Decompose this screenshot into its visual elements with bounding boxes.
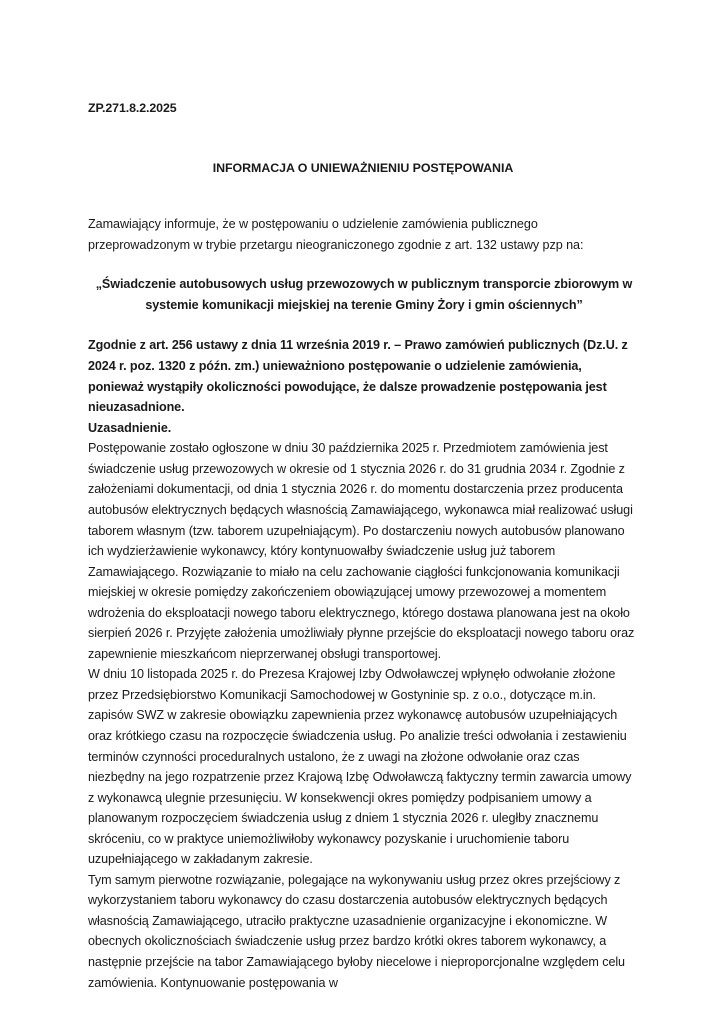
intro-paragraph: Zamawiający informuje, że w postępowaniu o udzielenie zamówienia publicznego przeprowadzonym w trybie przetargu nieograniczonego zgodnie z art. 132 ustawy pzp na:: [88, 217, 584, 252]
reference-number: ZP.271.8.2.2025: [88, 101, 177, 115]
justification-paragraph: Postępowanie zostało ogłoszone w dniu 30 października 2025 r. Przedmiotem zamówienia jest świadczenie usług przewozowych w okresie od 1 stycznia 2026 r. do 31 grudnia 2034 r. Zgodnie z założeniami dokumentacji, od dnia 1 stycznia 2026 r. do momentu dostarczenia przez producenta autobusów elektrycznych będących własnością Zamawiającego, wykonawca miał realizować usługi taborem własnym (tzw. taborem uzupełniającym). Po dostarczeniu nowych autobusów planowano ich wydzierżawienie wykonawcy, który kontynuowałby świadczenie usług już taborem Zamawiającego. Rozwiązanie to miało na celu zachowanie ciągłości funkcjonowania komunikacji miejskiej w okresie pomiędzy zakończeniem obowiązującej umowy przewozowej a momentem wdrożenia do eksploatacji nowego taboru elektrycznego, którego dostawa planowana jest na około sierpień 2026 r. Przyjęte założenia umożliwiały płynne przejście do eksploatacji nowego taboru oraz zapewnienie mieszkańcom nieprzerwanej obsługi transportowej.: [88, 441, 635, 661]
justification-paragraph: W dniu 10 listopada 2025 r. do Prezesa Krajowej Izby Odwoławczej wpłynęło odwołanie złożone przez Przedsiębiorstwo Komunikacji Samochodowej w Gostyninie sp. z o.o., dotyczące m.in. zapisów SWZ w zakresie obowiązku zapewnienia przez wykonawcę autobusów uzupełniających oraz krótkiego czasu na rozpoczęcie świadczenia usług. Po analizie treści odwołania i zestawieniu terminów czynności proceduralnych ustalono, że z uwagi na złożone odwołanie oraz czas niezbędny na jego rozpatrzenie przez Krajową Izbę Odwoławczą faktyczny termin zawarcia umowy z wykonawcą ulegnie przesunięciu. W konsekwencji okres pomiędzy podpisaniem umowy a planowanym rozpoczęciem świadczenia usług z dniem 1 stycznia 2026 r. uległby znacznemu skróceniu, co w praktyce uniemożliwiłoby wykonawcy pozyskanie i uruchomienie taboru uzupełniającego w zakładanym zakresie.: [88, 667, 632, 867]
justification-label: Uzasadnienie.: [88, 420, 172, 435]
page-title: INFORMACJA O UNIEWAŻNIENIU POSTĘPOWANIA: [212, 161, 514, 175]
justification-paragraph: Tym samym pierwotne rozwiązanie, polegające na wykonywaniu usług przez okres przejściowy z wykorzystaniem taboru wykonawcy do czasu dostarczenia autobusów elektrycznych będących własnością Zamawiającego, utraciło praktyczne uzasadnienie organizacyjne i ekonomiczne. W obecnych okolicznościach świadczenie usług przez bardzo krótki okres taborem wykonawcy, a następnie przejście na tabor Zamawiającego byłoby niecelowe i nieproporcjonalne względem celu zamówienia. Kontynuowanie postępowania w: [88, 872, 625, 990]
document-content: [88, 100, 638, 993]
legal-basis-paragraph: Zgodnie z art. 256 ustawy z dnia 11 września 2019 r. – Prawo zamówień publicznych (Dz.U. z 2024 r. poz. 1320 z późn. zm.) unieważniono postępowanie o udzielenie zamówienia, ponieważ wystąpiły okoliczności powodujące, że dalsze prowadzenie postępowania jest nieuzasadnione.: [88, 338, 628, 415]
contract-subject-title: „Świadczenie autobusowych usług przewozowych w publicznym transporcie zbiorowym w systemie komunikacji miejskiej na terenie Gminy Żory i gmin ościennych”: [95, 277, 633, 312]
